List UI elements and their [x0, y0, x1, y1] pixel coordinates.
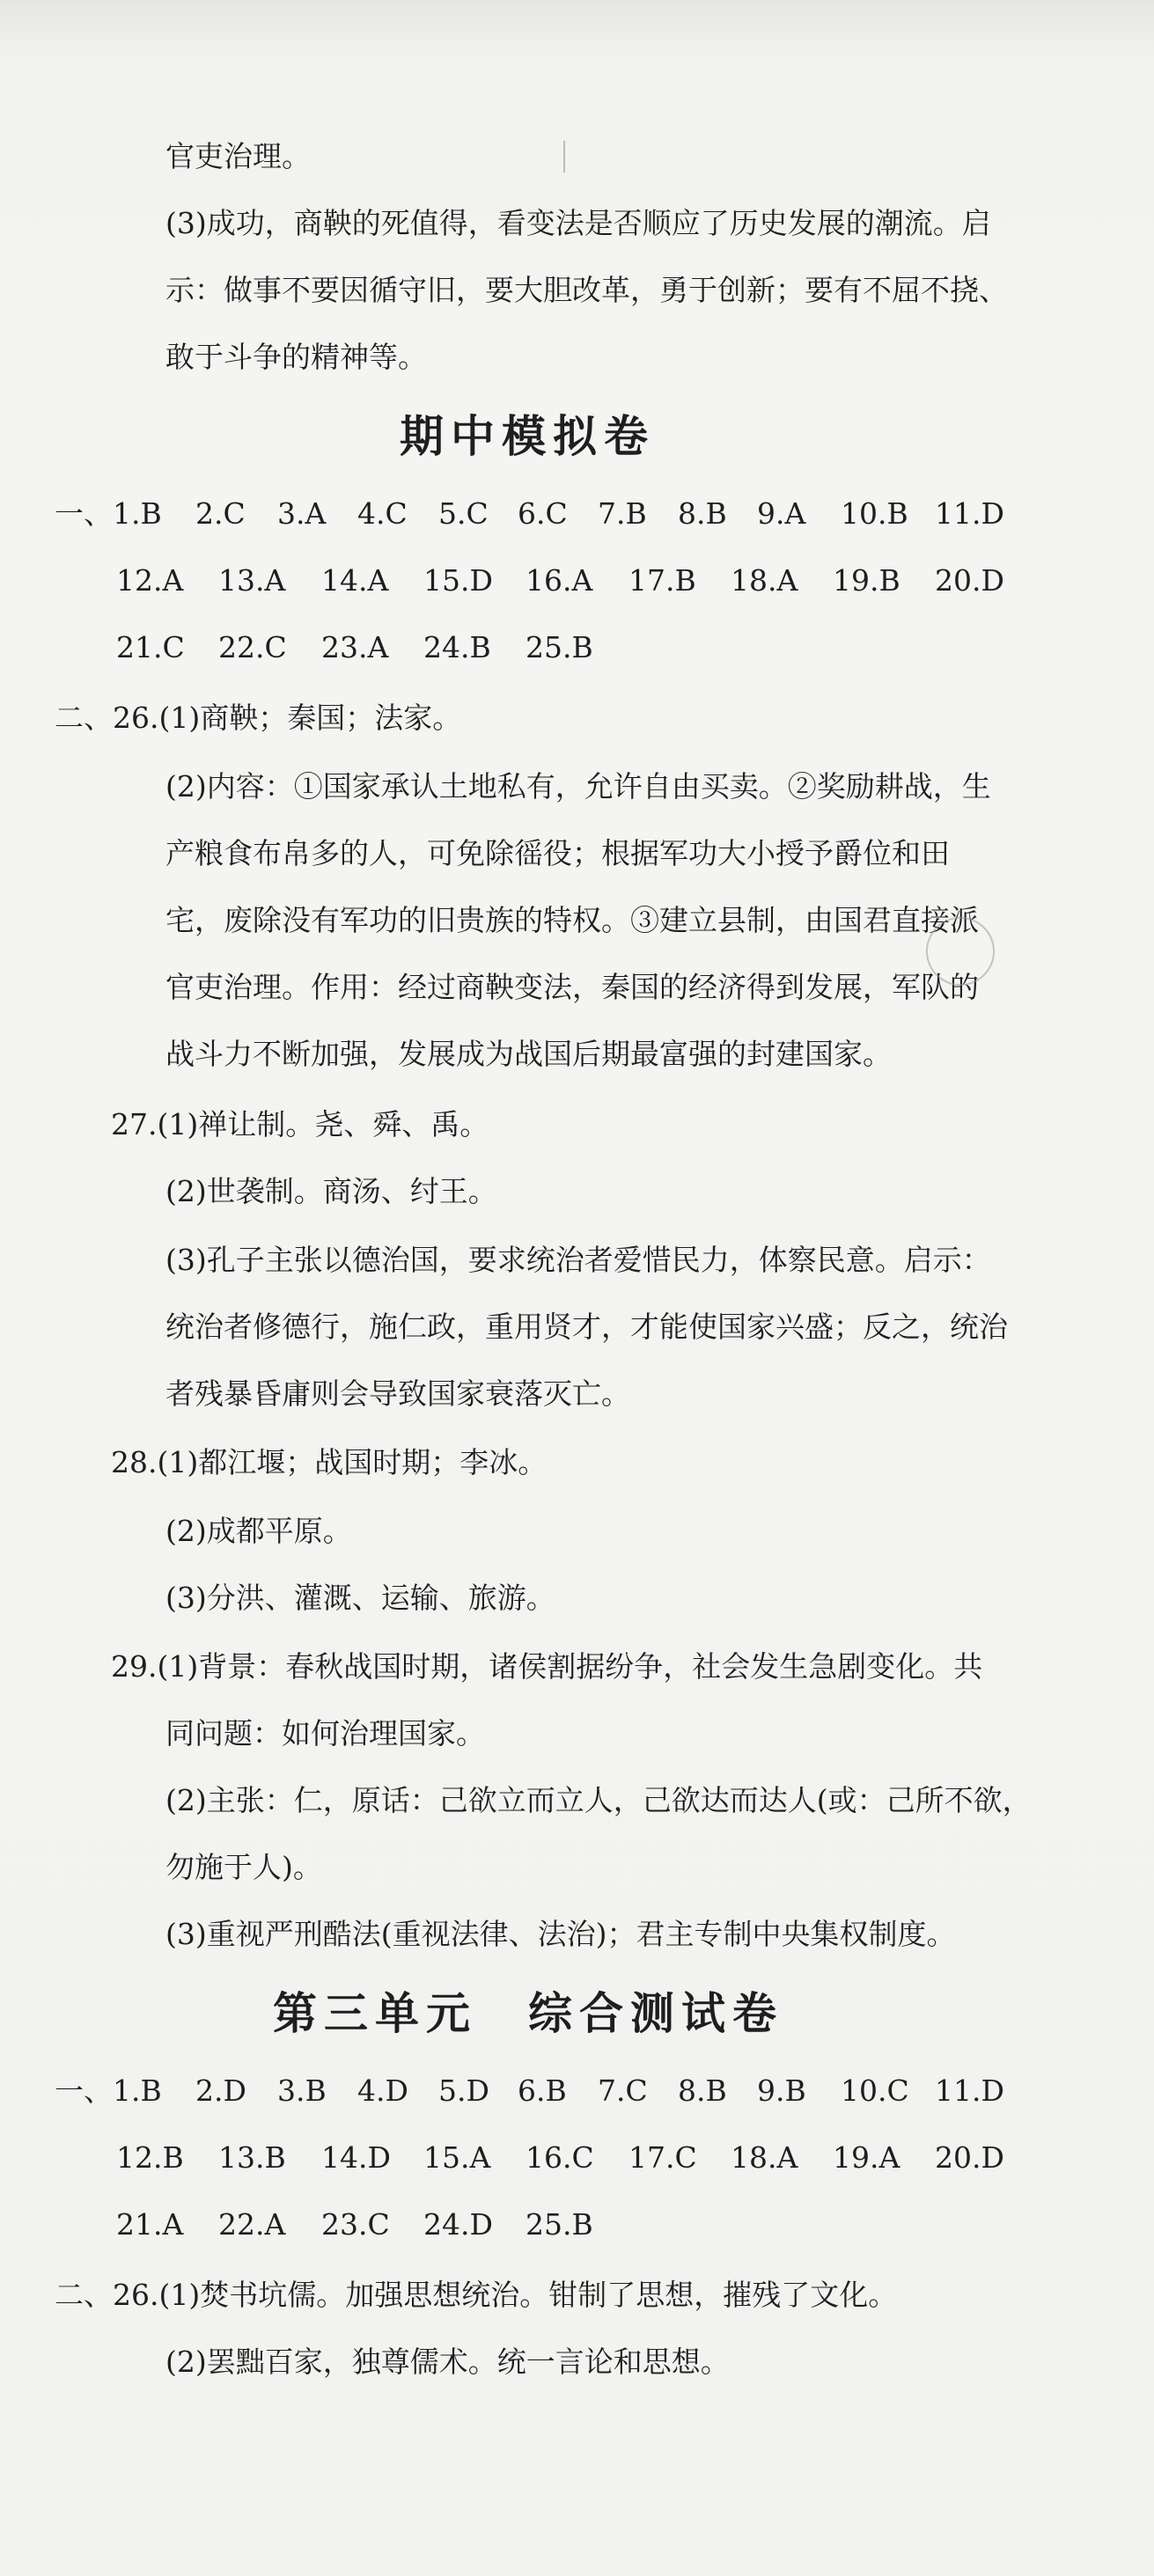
mc-answer: 17.B — [628, 563, 696, 598]
mc-answer: 12.B — [116, 2140, 184, 2175]
mc-answer: 22.C — [218, 630, 287, 664]
text-line: 宅，废除没有军功的旧贵族的特权。③建立县制，由国君直接派 — [165, 903, 979, 937]
text-line: (2)主张：仁，原话：己欲立而立人，己欲达而达人(或：己所不欲， — [165, 1783, 1032, 1817]
text-line: 产粮食布帛多的人，可免除徭役；根据军功大小授予爵位和田 — [165, 836, 950, 870]
mc-answer: 10.C — [841, 2073, 909, 2108]
mc-answer: 6.C — [518, 496, 568, 531]
mc-answer: 7.B — [598, 496, 647, 531]
text-line: 勿施于人)。 — [165, 1850, 322, 1884]
text-line: (3)成功，商鞅的死值得，看变法是否顺应了历史发展的潮流。启 — [165, 206, 991, 240]
mc-answer: 12.A — [116, 563, 184, 598]
text-line: (2)罢黜百家，独尊儒术。统一言论和思想。 — [165, 2345, 730, 2379]
mc-answer: 8.B — [678, 2073, 727, 2108]
mc-answer: 11.D — [935, 496, 1004, 531]
mc-answer: 7.C — [598, 2073, 648, 2108]
mc-answer: 一、1.B — [55, 2073, 162, 2108]
mc-answer: 9.B — [757, 2073, 806, 2108]
scan-mark — [563, 141, 565, 172]
mc-answer: 3.A — [277, 496, 327, 531]
mc-answer: 15.D — [423, 563, 493, 598]
mc-answer: 21.A — [116, 2207, 184, 2242]
text-line: 者残暴昏庸则会导致国家衰落灭亡。 — [165, 1376, 630, 1411]
section-title: 第三单元 综合测试卷 — [273, 1987, 783, 2039]
mc-answer: 16.C — [526, 2140, 594, 2175]
text-line: 统治者修德行，施仁政，重用贤才，才能使国家兴盛；反之，统治 — [165, 1310, 1008, 1344]
mc-answer: 13.A — [218, 563, 286, 598]
mc-answer: 23.C — [321, 2207, 390, 2242]
text-line: (2)世袭制。商汤、纣王。 — [165, 1174, 497, 1208]
text-line: 敢于斗争的精神等。 — [165, 340, 427, 374]
mc-answer: 18.A — [731, 2140, 798, 2175]
mc-answer: 19.A — [833, 2140, 900, 2175]
mc-answer: 9.A — [757, 496, 806, 531]
mc-answer: 14.A — [321, 563, 389, 598]
section-title: 期中模拟卷 — [400, 410, 655, 462]
mc-answer: 5.D — [438, 2073, 489, 2108]
text-line: (3)分洪、灌溉、运输、旅游。 — [165, 1581, 555, 1615]
text-line: 28.(1)都江堰；战国时期；李冰。 — [111, 1445, 548, 1479]
text-line: 战斗力不断加强，发展成为战国后期最富强的封建国家。 — [165, 1037, 892, 1071]
mc-answer: 24.B — [423, 630, 491, 664]
text-line: 29.(1)背景：春秋战国时期，诸侯割据纷争，社会发生急剧变化。共 — [111, 1649, 983, 1684]
mc-answer: 13.B — [218, 2140, 286, 2175]
text-line: 官吏治理。 — [165, 139, 311, 173]
mc-answer: 25.B — [526, 2207, 593, 2242]
mc-answer: 25.B — [526, 630, 593, 664]
text-line: 官吏治理。作用：经过商鞅变法，秦国的经济得到发展，军队的 — [165, 970, 979, 1004]
mc-answer: 10.B — [841, 496, 908, 531]
mc-answer: 2.D — [195, 2073, 246, 2108]
mc-answer: 4.D — [357, 2073, 408, 2108]
mc-answer: 2.C — [195, 496, 246, 531]
mc-answer: 3.B — [277, 2073, 327, 2108]
mc-answer: 18.A — [731, 563, 798, 598]
mc-answer: 15.A — [423, 2140, 491, 2175]
mc-answer: 11.D — [935, 2073, 1004, 2108]
text-line: 二、26.(1)焚书坑儒。加强思想统治。钳制了思想，摧残了文化。 — [55, 2278, 898, 2312]
mc-answer: 19.B — [833, 563, 900, 598]
text-line: 同问题：如何治理国家。 — [165, 1716, 485, 1750]
mc-answer: 24.D — [423, 2207, 493, 2242]
text-line: 二、26.(1)商鞅；秦国；法家。 — [55, 701, 462, 735]
text-line: (2)内容：①国家承认土地私有，允许自由买卖。②奖励耕战，生 — [165, 769, 991, 804]
text-line: 示：做事不要因循守旧，要大胆改革，勇于创新；要有不屈不挠、 — [165, 273, 1008, 307]
mc-answer: 5.C — [438, 496, 489, 531]
mc-answer: 23.A — [321, 630, 389, 664]
mc-answer: 8.B — [678, 496, 727, 531]
mc-answer: 20.D — [935, 563, 1004, 598]
mc-answer: 一、1.B — [55, 496, 162, 531]
text-line: 27.(1)禅让制。尧、舜、禹。 — [111, 1107, 489, 1141]
mc-answer: 4.C — [357, 496, 408, 531]
mc-answer: 6.B — [518, 2073, 567, 2108]
mc-answer: 22.A — [218, 2207, 286, 2242]
text-line: (2)成都平原。 — [165, 1514, 352, 1548]
mc-answer: 14.D — [321, 2140, 391, 2175]
text-line: (3)重视严刑酷法(重视法律、法治)；君主专制中央集权制度。 — [165, 1917, 956, 1951]
mc-answer: 20.D — [935, 2140, 1004, 2175]
mc-answer: 17.C — [628, 2140, 697, 2175]
mc-answer: 21.C — [116, 630, 185, 664]
mc-answer: 16.A — [526, 563, 593, 598]
text-line: (3)孔子主张以德治国，要求统治者爱惜民力，体察民意。启示： — [165, 1243, 991, 1277]
